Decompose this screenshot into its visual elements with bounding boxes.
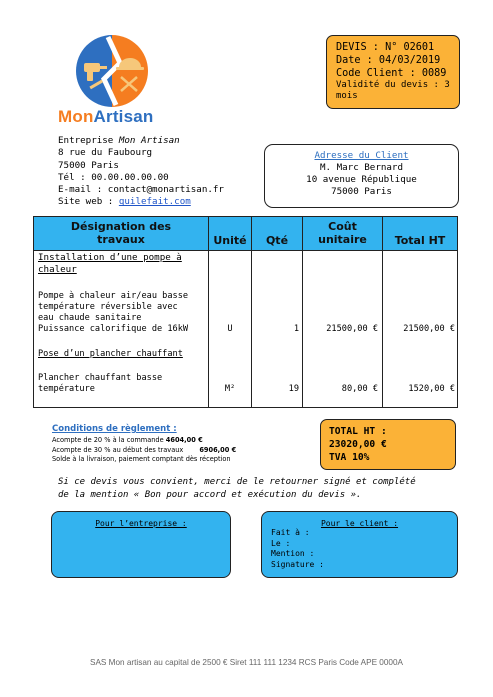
item2-total: 1520,00 € xyxy=(408,384,455,394)
section-title-floor-heating: Pose d’un plancher chauffant xyxy=(38,349,183,359)
header-designation-l1: Désignation des xyxy=(70,220,172,233)
made-at-label: Fait à : xyxy=(271,528,310,537)
client-signature-box[interactable] xyxy=(261,511,458,578)
quote-info-box xyxy=(326,35,460,109)
company-signature-box[interactable] xyxy=(51,511,231,578)
payment-line-2-text: Acompte de 30 % au début des travaux xyxy=(52,445,184,454)
client-address-title: Adresse du Client xyxy=(314,150,409,161)
header-unit-cost xyxy=(303,220,382,246)
item2-qty: 19 xyxy=(288,384,299,394)
company-phone: Tél : 00.00.00.00.00 xyxy=(58,171,169,183)
logo-emblem-icon xyxy=(74,33,150,109)
signature-label: Signature : xyxy=(271,559,324,569)
total-ht-label: TOTAL HT : xyxy=(329,426,387,437)
item2-unit-cost: 80,00 € xyxy=(341,384,378,394)
logo xyxy=(74,33,150,109)
payment-line-3: Solde à la livraison, paiement comptant dès réception xyxy=(52,455,231,463)
header-total: Total HT xyxy=(394,234,446,247)
section1-title-l2: chaleur xyxy=(38,264,77,275)
totals-box xyxy=(320,419,456,470)
website-link[interactable]: quilefait.com xyxy=(118,196,191,208)
item1-desc-l2: température réversible avec xyxy=(38,302,178,312)
section-title-heat-pump xyxy=(38,252,182,276)
header-unit: Unité xyxy=(213,234,247,247)
client-code: Code Client : 0089 xyxy=(336,68,447,79)
vat-rate: TVA 10% xyxy=(329,452,370,463)
brand-name xyxy=(58,107,154,127)
item-description xyxy=(38,373,162,395)
company-prefix: Entreprise xyxy=(58,135,119,146)
company-name-line xyxy=(58,135,224,147)
company-name: Mon Artisan xyxy=(118,135,180,146)
company-website-line xyxy=(58,196,224,208)
item1-desc-l3: eau chaude sanitaire xyxy=(38,313,142,323)
header-qty: Qté xyxy=(265,234,289,247)
payment-line-1-text: Acompte de 20 % à la commande xyxy=(52,436,166,444)
client-name: M. Marc Bernard xyxy=(320,162,403,173)
item1-unit: U xyxy=(227,324,233,334)
mention-label: Mention : xyxy=(271,549,315,558)
item1-qty: 1 xyxy=(293,324,299,334)
acceptance-note xyxy=(58,476,416,501)
quote-date: Date : 04/03/2019 xyxy=(336,55,441,66)
payment-line-1-amount: 4604,00 € xyxy=(165,436,203,444)
item-description xyxy=(38,291,188,335)
client-signature-title: Pour le client : xyxy=(320,519,399,528)
payment-line-1 xyxy=(52,436,236,446)
quote-table xyxy=(33,216,458,408)
item2-desc-l2: température xyxy=(38,384,95,394)
note-line-2: de la mention « Bon pour accord et exécution du devis ». xyxy=(58,489,362,500)
total-ht-amount: 23020,00 € xyxy=(329,439,387,450)
header-designation-l2: travaux xyxy=(97,233,145,246)
header-unit-cost-l1: Coût xyxy=(328,220,357,233)
company-info xyxy=(58,135,224,209)
header-unit-cost-l2: unitaire xyxy=(318,233,367,246)
company-address1: 8 rue du Faubourg xyxy=(58,147,153,159)
note-line-1: Si ce devis vous convient, merci de le retourner signé et complété xyxy=(58,477,416,487)
item1-desc-l4: Puissance calorifique de 16kW xyxy=(38,324,189,334)
payment-line-2-amount: 6906,00 € xyxy=(199,445,237,454)
legal-footer: SAS Mon artisan au capital de 2500 € Siret 111 111 1234 RCS Paris Code APE 0000A xyxy=(90,658,403,667)
quote-validity-line2: mois xyxy=(336,91,358,101)
company-address2: 75000 Paris xyxy=(58,159,119,171)
item1-desc-l1: Pompe à chaleur air/eau basse xyxy=(38,291,189,301)
brand-word-1: Mon xyxy=(58,107,94,126)
item2-unit: M² xyxy=(224,384,236,394)
company-signature-title: Pour l’entreprise : xyxy=(95,519,187,528)
header-designation xyxy=(34,220,208,246)
client-city: 75000 Paris xyxy=(331,186,392,197)
company-email: E-mail : contact@monartisan.fr xyxy=(58,184,224,196)
payment-line-2 xyxy=(52,446,236,456)
item2-desc-l1: Plancher chauffant basse xyxy=(38,373,163,383)
client-address-box xyxy=(264,144,459,208)
section1-title-l1: Installation d’une pompe à xyxy=(38,252,182,263)
website-prefix: Site web : xyxy=(58,196,119,208)
date-label: Le : xyxy=(271,538,291,548)
client-street: 10 avenue République xyxy=(306,174,417,185)
item1-total: 21500,00 € xyxy=(403,324,455,334)
brand-word-2: Artisan xyxy=(93,107,154,126)
payment-conditions-title: Conditions de règlement : xyxy=(52,424,177,434)
payment-conditions xyxy=(52,424,236,465)
client-signature-fields xyxy=(262,528,457,570)
quote-validity-line1: Validité du devis : 3 xyxy=(336,80,450,90)
item1-unit-cost: 21500,00 € xyxy=(326,324,378,334)
quote-number: DEVIS : N° 02601 xyxy=(336,42,435,53)
